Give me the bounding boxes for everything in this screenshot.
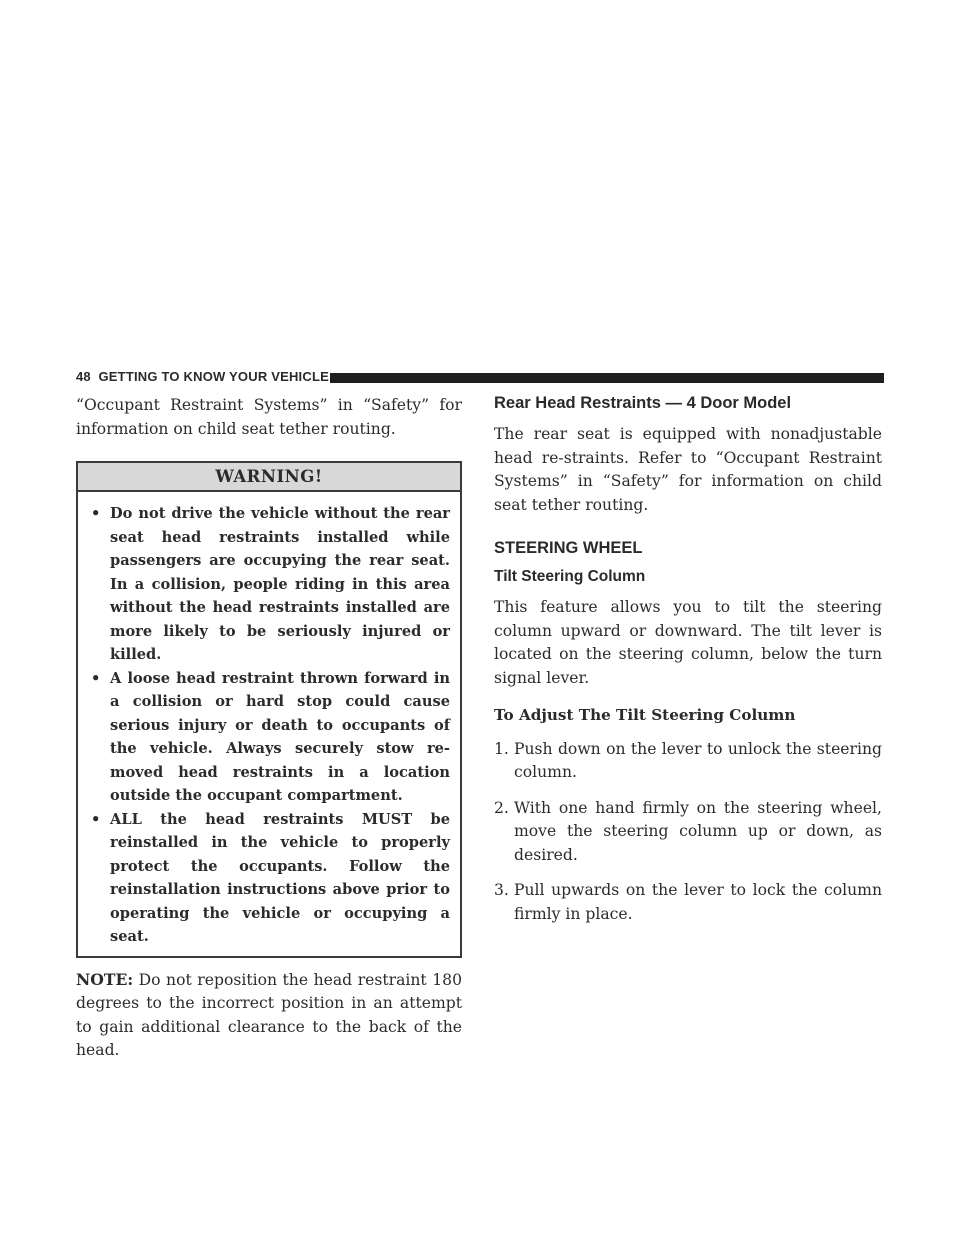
right-column <box>494 394 882 938</box>
step-number: 2. <box>494 798 509 817</box>
rear-head-restraints-heading: Rear Head Restraints — 4 Door Model <box>494 394 792 412</box>
warning-item <box>88 667 450 808</box>
warning-item-text: ALL the head restraints MUST be reinstalled in the vehicle to properly protect the occupants. Follow the reinstallation instructions above prior to operating the vehicle or occupying a seat. <box>110 810 450 945</box>
note-text: Do not reposition the head restraint 180 degrees to the incorrect position in an attempt to gain additional clearance to the back of the head. <box>76 970 462 1059</box>
tilt-steering-text: This feature allows you to tilt the steering column upward or downward. The tilt lever is located on the steering column, below the turn signal lever. <box>494 598 882 687</box>
bullet: • <box>91 810 101 828</box>
warning-box <box>76 461 462 958</box>
tilt-steering-heading: Tilt Steering Column <box>494 568 646 585</box>
section-title: GETTING TO KNOW YOUR VEHICLE <box>98 369 329 384</box>
step-item <box>494 738 882 785</box>
header-rule <box>330 373 884 383</box>
warning-item <box>88 808 450 949</box>
left-column <box>76 394 462 1063</box>
page-number: 48 <box>76 369 91 384</box>
step-item <box>494 797 882 868</box>
warning-body <box>78 492 460 956</box>
step-item <box>494 879 882 926</box>
warning-item-text: A loose head restraint thrown forward in a collision or hard stop could cause serious injury or death to occupants of the vehicle. Always securely stow re-moved head restraints in a location outside the occupant compartment. <box>110 669 450 804</box>
step-text: With one hand firmly on the steering wheel, move the steering column up or down, as desired. <box>514 798 882 864</box>
intro-paragraph: “Occupant Restraint Systems” in “Safety” for information on child seat tether routing. <box>76 396 462 438</box>
adjust-tilt-heading: To Adjust The Tilt Steering Column <box>494 706 796 724</box>
warning-item <box>88 502 450 667</box>
step-number: 3. <box>494 881 509 899</box>
note-label: NOTE: <box>76 969 134 989</box>
bullet: • <box>91 669 101 687</box>
step-number: 1. <box>494 739 509 758</box>
step-text: Pull upwards on the lever to lock the column firmly in place. <box>514 881 882 923</box>
warning-item-text: Do not drive the vehicle without the rear seat head restraints installed while passengers are occupying the rear seat. In a collision, people riding in this area without the head restraints installed are more likely to be seriously injured or killed. <box>110 505 450 663</box>
rear-head-restraints-text: The rear seat is equipped with nonadjustable head re-straints. Refer to “Occupant Restraint Systems” in “Safety” for information on child seat tether routing. <box>494 425 882 514</box>
step-text: Push down on the lever to unlock the steering column. <box>514 739 882 781</box>
warning-title: WARNING! <box>78 463 460 492</box>
steering-wheel-heading: STEERING WHEEL <box>494 539 643 557</box>
note-paragraph <box>76 968 462 1063</box>
header-text <box>76 369 329 384</box>
page-header <box>76 366 884 388</box>
bullet: • <box>91 505 101 522</box>
